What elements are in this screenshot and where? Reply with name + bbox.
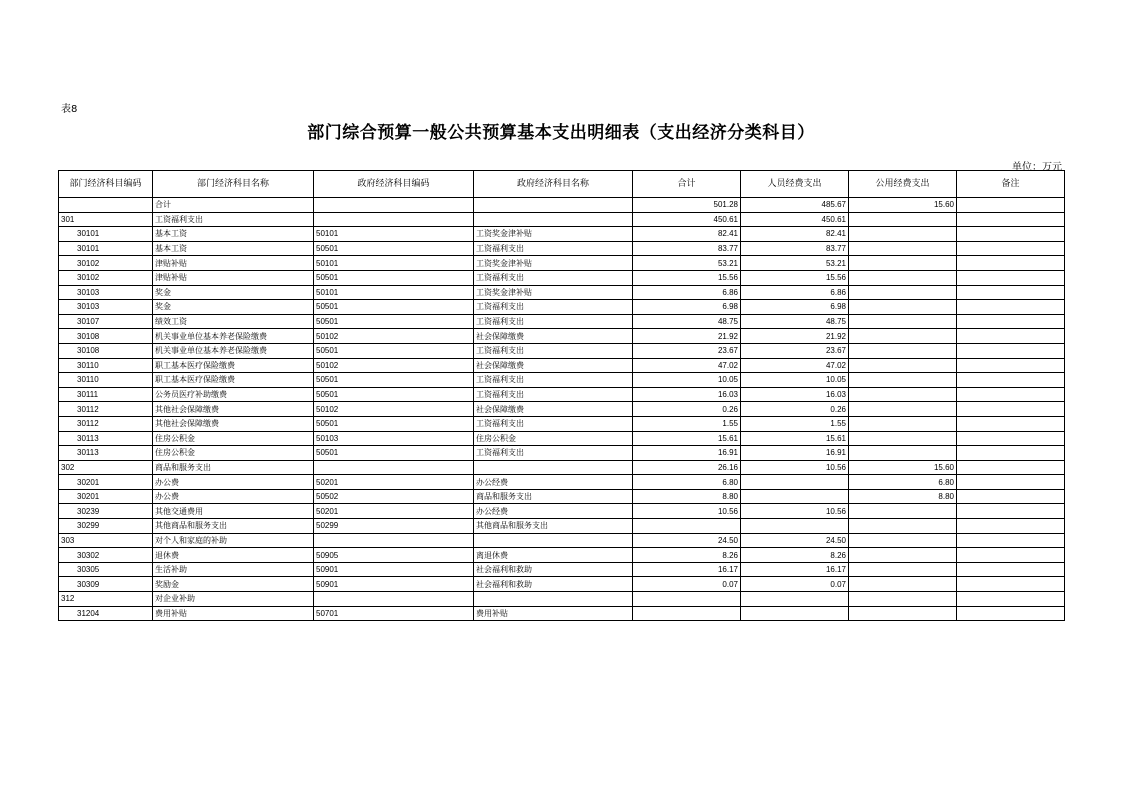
public-cell bbox=[849, 577, 957, 592]
table-row bbox=[59, 431, 1065, 446]
dept-name-cell: 机关事业单位基本养老保险缴费 bbox=[153, 329, 314, 344]
total-cell: 1.55 bbox=[633, 416, 741, 431]
header-gov-name: 政府经济科目名称 bbox=[474, 171, 633, 198]
dept-name-cell: 商品和服务支出 bbox=[153, 460, 314, 475]
gov-name-cell: 工资奖金津补贴 bbox=[474, 227, 633, 242]
total-cell: 6.86 bbox=[633, 285, 741, 300]
note-cell bbox=[957, 358, 1065, 373]
dept-name-cell: 合计 bbox=[153, 198, 314, 213]
dept-name-cell: 机关事业单位基本养老保险缴费 bbox=[153, 343, 314, 358]
gov-name-cell bbox=[474, 592, 633, 607]
gov-code-cell: 50905 bbox=[314, 548, 474, 563]
gov-code-cell bbox=[314, 212, 474, 227]
dept-name-cell: 工资福利支出 bbox=[153, 212, 314, 227]
header-row bbox=[59, 171, 1065, 198]
dept-code-cell: 30102 bbox=[59, 270, 153, 285]
dept-name-cell: 其他社会保障缴费 bbox=[153, 416, 314, 431]
dept-code-cell: 303 bbox=[59, 533, 153, 548]
note-cell bbox=[957, 504, 1065, 519]
note-cell bbox=[957, 577, 1065, 592]
personnel-cell: 6.98 bbox=[741, 300, 849, 315]
table-row bbox=[59, 300, 1065, 315]
dept-name-cell: 办公费 bbox=[153, 489, 314, 504]
dept-name-cell: 对企业补助 bbox=[153, 592, 314, 607]
gov-code-cell: 50701 bbox=[314, 606, 474, 621]
personnel-cell bbox=[741, 489, 849, 504]
gov-name-cell: 其他商品和服务支出 bbox=[474, 519, 633, 534]
personnel-cell: 16.03 bbox=[741, 387, 849, 402]
dept-name-cell: 住房公积金 bbox=[153, 446, 314, 461]
note-cell bbox=[957, 387, 1065, 402]
personnel-cell: 83.77 bbox=[741, 241, 849, 256]
dept-code-cell: 30101 bbox=[59, 241, 153, 256]
total-cell bbox=[633, 519, 741, 534]
gov-name-cell: 商品和服务支出 bbox=[474, 489, 633, 504]
public-cell bbox=[849, 329, 957, 344]
public-cell bbox=[849, 548, 957, 563]
dept-name-cell: 其他商品和服务支出 bbox=[153, 519, 314, 534]
dept-name-cell: 基本工资 bbox=[153, 227, 314, 242]
note-cell bbox=[957, 285, 1065, 300]
dept-code-cell: 30239 bbox=[59, 504, 153, 519]
dept-code-cell: 30201 bbox=[59, 489, 153, 504]
public-cell: 15.60 bbox=[849, 198, 957, 213]
gov-code-cell: 50501 bbox=[314, 343, 474, 358]
gov-code-cell: 50501 bbox=[314, 416, 474, 431]
dept-code-cell: 30103 bbox=[59, 300, 153, 315]
gov-name-cell: 办公经费 bbox=[474, 504, 633, 519]
personnel-cell bbox=[741, 592, 849, 607]
note-cell bbox=[957, 329, 1065, 344]
table-row bbox=[59, 270, 1065, 285]
personnel-cell: 10.05 bbox=[741, 373, 849, 388]
personnel-cell: 16.17 bbox=[741, 562, 849, 577]
total-cell: 16.03 bbox=[633, 387, 741, 402]
personnel-cell: 1.55 bbox=[741, 416, 849, 431]
personnel-cell: 450.61 bbox=[741, 212, 849, 227]
gov-name-cell: 费用补贴 bbox=[474, 606, 633, 621]
personnel-cell: 15.61 bbox=[741, 431, 849, 446]
dept-code-cell: 30110 bbox=[59, 373, 153, 388]
gov-code-cell: 50201 bbox=[314, 504, 474, 519]
table-row bbox=[59, 519, 1065, 534]
gov-name-cell: 工资福利支出 bbox=[474, 446, 633, 461]
gov-code-cell: 50102 bbox=[314, 358, 474, 373]
note-cell bbox=[957, 606, 1065, 621]
dept-name-cell: 奖金 bbox=[153, 285, 314, 300]
gov-name-cell: 工资福利支出 bbox=[474, 343, 633, 358]
table-body bbox=[59, 198, 1065, 621]
dept-name-cell: 其他社会保障缴费 bbox=[153, 402, 314, 417]
total-cell bbox=[633, 606, 741, 621]
total-cell: 83.77 bbox=[633, 241, 741, 256]
dept-name-cell: 津贴补贴 bbox=[153, 270, 314, 285]
gov-name-cell: 社会保障缴费 bbox=[474, 329, 633, 344]
dept-name-cell: 对个人和家庭的补助 bbox=[153, 533, 314, 548]
public-cell: 15.60 bbox=[849, 460, 957, 475]
dept-name-cell: 办公费 bbox=[153, 475, 314, 490]
dept-name-cell: 住房公积金 bbox=[153, 431, 314, 446]
note-cell bbox=[957, 431, 1065, 446]
note-cell bbox=[957, 402, 1065, 417]
gov-code-cell: 50501 bbox=[314, 241, 474, 256]
table-row bbox=[59, 446, 1065, 461]
header-dept-code: 部门经济科目编码 bbox=[59, 171, 153, 198]
header-total: 合计 bbox=[633, 171, 741, 198]
note-cell bbox=[957, 227, 1065, 242]
gov-code-cell: 50299 bbox=[314, 519, 474, 534]
table-row bbox=[59, 285, 1065, 300]
dept-name-cell: 奖金 bbox=[153, 300, 314, 315]
note-cell bbox=[957, 270, 1065, 285]
public-cell bbox=[849, 446, 957, 461]
gov-code-cell bbox=[314, 198, 474, 213]
table-row bbox=[59, 198, 1065, 213]
dept-code-cell: 30111 bbox=[59, 387, 153, 402]
note-cell bbox=[957, 212, 1065, 227]
gov-code-cell bbox=[314, 460, 474, 475]
table-row bbox=[59, 548, 1065, 563]
total-cell: 53.21 bbox=[633, 256, 741, 271]
note-cell bbox=[957, 314, 1065, 329]
table-row bbox=[59, 212, 1065, 227]
public-cell bbox=[849, 373, 957, 388]
dept-code-cell: 30299 bbox=[59, 519, 153, 534]
dept-code-cell: 301 bbox=[59, 212, 153, 227]
table-row bbox=[59, 475, 1065, 490]
dept-code-cell: 30108 bbox=[59, 343, 153, 358]
total-cell: 15.61 bbox=[633, 431, 741, 446]
gov-name-cell: 工资奖金津补贴 bbox=[474, 256, 633, 271]
table-row bbox=[59, 314, 1065, 329]
expenditure-table bbox=[58, 170, 1065, 621]
public-cell: 6.80 bbox=[849, 475, 957, 490]
personnel-cell: 21.92 bbox=[741, 329, 849, 344]
gov-code-cell: 50501 bbox=[314, 373, 474, 388]
dept-code-cell: 30305 bbox=[59, 562, 153, 577]
personnel-cell: 48.75 bbox=[741, 314, 849, 329]
gov-code-cell bbox=[314, 592, 474, 607]
gov-code-cell: 50101 bbox=[314, 227, 474, 242]
dept-name-cell: 生活补助 bbox=[153, 562, 314, 577]
public-cell bbox=[849, 504, 957, 519]
table-row bbox=[59, 577, 1065, 592]
table-row bbox=[59, 387, 1065, 402]
dept-name-cell: 基本工资 bbox=[153, 241, 314, 256]
gov-name-cell: 工资福利支出 bbox=[474, 373, 633, 388]
public-cell bbox=[849, 358, 957, 373]
note-cell bbox=[957, 562, 1065, 577]
personnel-cell bbox=[741, 475, 849, 490]
page-title: 部门综合预算一般公共预算基本支出明细表（支出经济分类科目） bbox=[307, 123, 815, 143]
personnel-cell: 53.21 bbox=[741, 256, 849, 271]
public-cell bbox=[849, 227, 957, 242]
dept-code-cell: 30102 bbox=[59, 256, 153, 271]
gov-name-cell: 离退休费 bbox=[474, 548, 633, 563]
note-cell bbox=[957, 198, 1065, 213]
header-gov-code: 政府经济科目编码 bbox=[314, 171, 474, 198]
personnel-cell: 24.50 bbox=[741, 533, 849, 548]
dept-code-cell: 30302 bbox=[59, 548, 153, 563]
gov-name-cell: 工资奖金津补贴 bbox=[474, 285, 633, 300]
gov-code-cell: 50901 bbox=[314, 577, 474, 592]
public-cell bbox=[849, 387, 957, 402]
note-cell bbox=[957, 446, 1065, 461]
total-cell: 16.91 bbox=[633, 446, 741, 461]
total-cell: 15.56 bbox=[633, 270, 741, 285]
public-cell bbox=[849, 300, 957, 315]
gov-name-cell: 工资福利支出 bbox=[474, 387, 633, 402]
total-cell: 6.98 bbox=[633, 300, 741, 315]
public-cell bbox=[849, 562, 957, 577]
table-row bbox=[59, 504, 1065, 519]
table-row bbox=[59, 241, 1065, 256]
personnel-cell: 16.91 bbox=[741, 446, 849, 461]
gov-code-cell: 50201 bbox=[314, 475, 474, 490]
gov-code-cell: 50102 bbox=[314, 329, 474, 344]
dept-name-cell: 费用补贴 bbox=[153, 606, 314, 621]
header-public: 公用经费支出 bbox=[849, 171, 957, 198]
note-cell bbox=[957, 460, 1065, 475]
gov-name-cell: 社会福利和救助 bbox=[474, 577, 633, 592]
public-cell bbox=[849, 431, 957, 446]
dept-code-cell: 30201 bbox=[59, 475, 153, 490]
table-row bbox=[59, 256, 1065, 271]
gov-code-cell: 50501 bbox=[314, 300, 474, 315]
table-row bbox=[59, 533, 1065, 548]
unit-label: 单位：万元 bbox=[1012, 162, 1062, 173]
gov-name-cell bbox=[474, 533, 633, 548]
dept-name-cell: 其他交通费用 bbox=[153, 504, 314, 519]
dept-code-cell: 30113 bbox=[59, 446, 153, 461]
personnel-cell bbox=[741, 606, 849, 621]
table-row bbox=[59, 373, 1065, 388]
table-row bbox=[59, 489, 1065, 504]
note-cell bbox=[957, 416, 1065, 431]
dept-name-cell: 公务员医疗补助缴费 bbox=[153, 387, 314, 402]
table-row bbox=[59, 416, 1065, 431]
personnel-cell: 15.56 bbox=[741, 270, 849, 285]
total-cell: 10.56 bbox=[633, 504, 741, 519]
dept-code-cell: 30103 bbox=[59, 285, 153, 300]
public-cell bbox=[849, 270, 957, 285]
table-row bbox=[59, 606, 1065, 621]
public-cell bbox=[849, 592, 957, 607]
public-cell bbox=[849, 519, 957, 534]
total-cell: 26.16 bbox=[633, 460, 741, 475]
total-cell: 6.80 bbox=[633, 475, 741, 490]
note-cell bbox=[957, 373, 1065, 388]
note-cell bbox=[957, 475, 1065, 490]
dept-name-cell: 绩效工资 bbox=[153, 314, 314, 329]
public-cell bbox=[849, 256, 957, 271]
public-cell bbox=[849, 416, 957, 431]
total-cell: 8.26 bbox=[633, 548, 741, 563]
note-cell bbox=[957, 548, 1065, 563]
total-cell: 450.61 bbox=[633, 212, 741, 227]
header-personnel: 人员经费支出 bbox=[741, 171, 849, 198]
gov-name-cell: 社会保障缴费 bbox=[474, 358, 633, 373]
dept-code-cell: 30101 bbox=[59, 227, 153, 242]
dept-code-cell bbox=[59, 198, 153, 213]
personnel-cell: 8.26 bbox=[741, 548, 849, 563]
gov-name-cell: 工资福利支出 bbox=[474, 300, 633, 315]
public-cell bbox=[849, 533, 957, 548]
dept-code-cell: 30113 bbox=[59, 431, 153, 446]
gov-name-cell: 社会福利和救助 bbox=[474, 562, 633, 577]
total-cell: 10.05 bbox=[633, 373, 741, 388]
gov-code-cell: 50501 bbox=[314, 270, 474, 285]
header-note: 备注 bbox=[957, 171, 1065, 198]
personnel-cell: 485.67 bbox=[741, 198, 849, 213]
dept-code-cell: 312 bbox=[59, 592, 153, 607]
note-cell bbox=[957, 533, 1065, 548]
note-cell bbox=[957, 241, 1065, 256]
table-row bbox=[59, 343, 1065, 358]
dept-code-cell: 30107 bbox=[59, 314, 153, 329]
dept-name-cell: 退休费 bbox=[153, 548, 314, 563]
gov-code-cell: 50103 bbox=[314, 431, 474, 446]
gov-name-cell: 工资福利支出 bbox=[474, 241, 633, 256]
dept-name-cell: 奖励金 bbox=[153, 577, 314, 592]
gov-name-cell: 办公经费 bbox=[474, 475, 633, 490]
table-row bbox=[59, 402, 1065, 417]
total-cell bbox=[633, 592, 741, 607]
dept-code-cell: 31204 bbox=[59, 606, 153, 621]
gov-code-cell: 50101 bbox=[314, 256, 474, 271]
gov-name-cell: 社会保障缴费 bbox=[474, 402, 633, 417]
table-row bbox=[59, 460, 1065, 475]
total-cell: 48.75 bbox=[633, 314, 741, 329]
public-cell bbox=[849, 285, 957, 300]
total-cell: 23.67 bbox=[633, 343, 741, 358]
total-cell: 82.41 bbox=[633, 227, 741, 242]
gov-name-cell: 工资福利支出 bbox=[474, 416, 633, 431]
total-cell: 21.92 bbox=[633, 329, 741, 344]
gov-name-cell: 住房公积金 bbox=[474, 431, 633, 446]
personnel-cell: 6.86 bbox=[741, 285, 849, 300]
total-cell: 24.50 bbox=[633, 533, 741, 548]
personnel-cell: 0.07 bbox=[741, 577, 849, 592]
note-cell bbox=[957, 489, 1065, 504]
dept-code-cell: 30112 bbox=[59, 416, 153, 431]
dept-name-cell: 津贴补贴 bbox=[153, 256, 314, 271]
header-dept-name: 部门经济科目名称 bbox=[153, 171, 314, 198]
total-cell: 16.17 bbox=[633, 562, 741, 577]
gov-code-cell: 50501 bbox=[314, 314, 474, 329]
note-cell bbox=[957, 300, 1065, 315]
dept-name-cell: 职工基本医疗保险缴费 bbox=[153, 358, 314, 373]
total-cell: 0.07 bbox=[633, 577, 741, 592]
dept-name-cell: 职工基本医疗保险缴费 bbox=[153, 373, 314, 388]
gov-code-cell: 50101 bbox=[314, 285, 474, 300]
personnel-cell: 10.56 bbox=[741, 460, 849, 475]
gov-name-cell bbox=[474, 460, 633, 475]
total-cell: 0.26 bbox=[633, 402, 741, 417]
gov-code-cell: 50502 bbox=[314, 489, 474, 504]
personnel-cell: 82.41 bbox=[741, 227, 849, 242]
total-cell: 8.80 bbox=[633, 489, 741, 504]
personnel-cell: 0.26 bbox=[741, 402, 849, 417]
gov-code-cell: 50501 bbox=[314, 446, 474, 461]
note-cell bbox=[957, 343, 1065, 358]
total-cell: 47.02 bbox=[633, 358, 741, 373]
total-cell: 501.28 bbox=[633, 198, 741, 213]
dept-code-cell: 30309 bbox=[59, 577, 153, 592]
note-cell bbox=[957, 592, 1065, 607]
note-cell bbox=[957, 256, 1065, 271]
dept-code-cell: 30112 bbox=[59, 402, 153, 417]
dept-code-cell: 30108 bbox=[59, 329, 153, 344]
gov-name-cell bbox=[474, 212, 633, 227]
note-cell bbox=[957, 519, 1065, 534]
table-row bbox=[59, 329, 1065, 344]
table-row bbox=[59, 562, 1065, 577]
public-cell: 8.80 bbox=[849, 489, 957, 504]
public-cell bbox=[849, 402, 957, 417]
public-cell bbox=[849, 606, 957, 621]
personnel-cell bbox=[741, 519, 849, 534]
gov-name-cell: 工资福利支出 bbox=[474, 314, 633, 329]
gov-code-cell: 50102 bbox=[314, 402, 474, 417]
public-cell bbox=[849, 314, 957, 329]
public-cell bbox=[849, 241, 957, 256]
public-cell bbox=[849, 343, 957, 358]
dept-code-cell: 302 bbox=[59, 460, 153, 475]
table-row bbox=[59, 227, 1065, 242]
personnel-cell: 10.56 bbox=[741, 504, 849, 519]
table-row bbox=[59, 592, 1065, 607]
gov-name-cell: 工资福利支出 bbox=[474, 270, 633, 285]
gov-code-cell: 50501 bbox=[314, 387, 474, 402]
personnel-cell: 23.67 bbox=[741, 343, 849, 358]
public-cell bbox=[849, 212, 957, 227]
personnel-cell: 47.02 bbox=[741, 358, 849, 373]
table-number: 表8 bbox=[61, 104, 78, 115]
dept-code-cell: 30110 bbox=[59, 358, 153, 373]
table-row bbox=[59, 358, 1065, 373]
gov-code-cell bbox=[314, 533, 474, 548]
gov-code-cell: 50901 bbox=[314, 562, 474, 577]
gov-name-cell bbox=[474, 198, 633, 213]
